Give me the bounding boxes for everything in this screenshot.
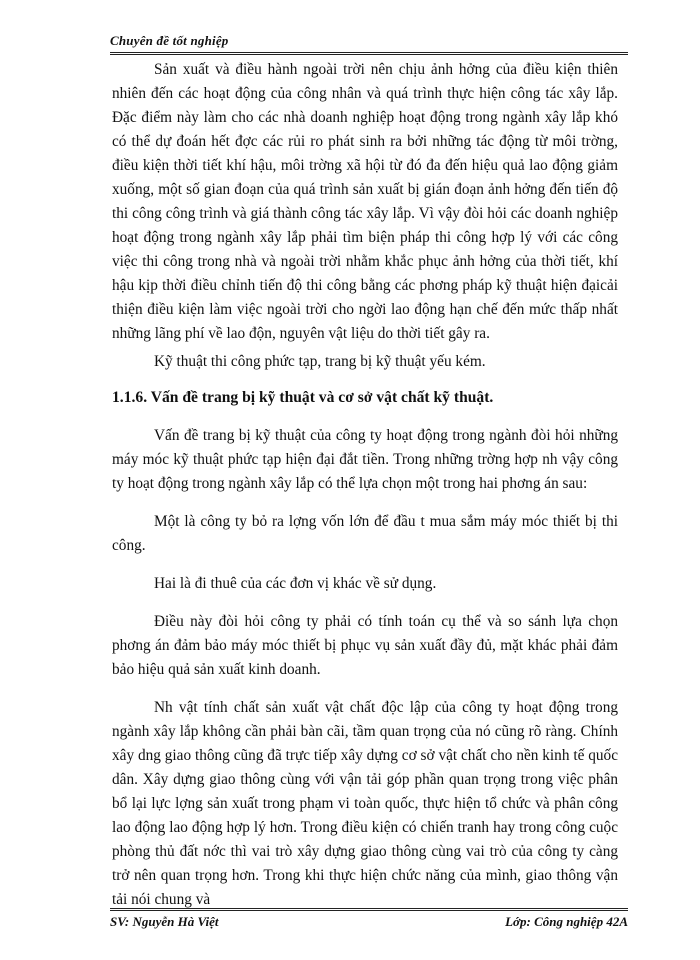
paragraph-6: Điều này đòi hỏi công ty phải có tính toán cụ thể và so sánh lựa chọn phơng án đảm bảo máy móc thiết bị phục vụ sản xuất đầy đủ, mặt khác phải đảm bảo hiệu quả sản xuất kinh doanh. — [112, 613, 618, 678]
footer-student: SV: Nguyễn Hà Việt — [110, 914, 219, 929]
paragraph-2: Kỹ thuật thi công phức tạp, trang bị kỹ thuật yếu kém. — [154, 353, 486, 370]
document-body — [112, 58, 618, 912]
paragraph-7: Nh vật tính chất sản xuất vật chất độc lập của công ty hoạt động trong ngành xây lắp không cần phải bàn cãi, tầm quan trọng của nó cũng rõ ràng. Chính xây dng giao thông cũng đã trực tiếp xây dựng cơ sở vật chất cho nền kinh tế quốc dân. Xây dựng giao thông cùng với vận tải góp phần quan trọng trong việc phân bổ lại lực lợng sản xuất trong phạm vi toàn quốc, thực hiện tổ chức và phân công lao động lao động hợp lý hơn. Trong điều kiện có chiến tranh hay trong công cuộc phòng thủ đất nớc thì vai trò xây dựng giao thông cùng vai trò của công ty càng trở nên quan trọng hơn. Trong khi thực hiện chức năng của mình, giao thông vận tải nói chung và — [112, 699, 618, 908]
paragraph-4: Một là công ty bỏ ra lợng vốn lớn để đầu t mua sắm máy móc thiết bị thi công. — [112, 513, 618, 554]
page-header — [110, 30, 628, 55]
paragraph-3: Vấn đề trang bị kỹ thuật của công ty hoạt động trong ngành đòi hỏi những máy móc kỹ thuật phức tạp hiện đại đắt tiền. Trong những trờng hợp nh vậy công ty hoạt động trong ngành xây lắp có thể lựa chọn một trong hai phơng án sau: — [112, 427, 618, 492]
page-footer — [110, 908, 628, 935]
section-heading: 1.1.6. Vấn đề trang bị kỹ thuật và cơ sở vật chất kỹ thuật. — [112, 389, 494, 406]
paragraph-1: Sản xuất và điều hành ngoài trời nên chịu ảnh hởng của điều kiện thiên nhiên đến các hoạt động của công nhân và quá trình thực hiện công tác xây lắp. Đặc điểm này làm cho các nhà doanh nghiệp hoạt động trong ngành xây lắp khó có thể dự đoán hết đợc các rủi ro phát sinh ra bởi những tác động từ môi trờng, điều kiện thời tiết khí hậu, môi trờng xã hội từ đó đa đến hiệu quả lao động giảm xuống, một số gian đoạn của quá trình sản xuất bị gián đoạn ảnh hởng đến tiến độ thi công công trình và giá thành công tác xây lắp. Vì vậy đòi hỏi các doanh nghiệp hoạt động trong ngành xây lắp phải tìm biện pháp thi công hợp lý với các công việc thi công trong nhà và ngoài trời nhằm khắc phục ảnh hởng của thời tiết, khí hậu kịp thời điều chỉnh tiến độ thi công bằng các phơng pháp kỹ thuật hiện đạicải thiện điều kiện làm việc ngoài trời cho ngời lao động hạn chế đến mức thấp nhất những lãng phí về lao độn, nguyên vật liệu do thời tiết gây ra. — [112, 61, 618, 342]
paragraph-5: Hai là đi thuê của các đơn vị khác về sử dụng. — [154, 575, 437, 592]
header-title: Chuyên đề tốt nghiệp — [110, 33, 229, 48]
footer-class: Lớp: Công nghiệp 42A — [505, 914, 628, 929]
